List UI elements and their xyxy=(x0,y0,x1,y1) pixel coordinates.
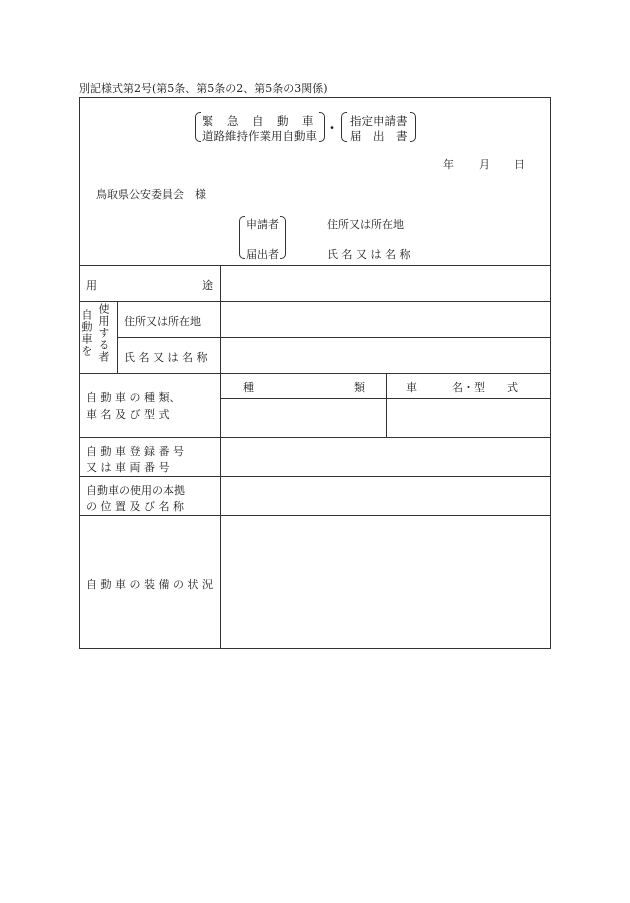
vehicle-name-header-left: 車 xyxy=(406,381,417,394)
title-notification: 届 出 書 xyxy=(350,129,408,143)
user-group-divider xyxy=(117,301,118,373)
vehicle-subcolumn-divider xyxy=(386,373,387,437)
date-day: 日 xyxy=(514,158,525,171)
base-label-line1: 自動車の使用の本拠 xyxy=(86,484,185,497)
title-left-bracket-open xyxy=(195,112,201,142)
purpose-label-left: 用 xyxy=(86,279,97,292)
divider-vehicle-end xyxy=(79,437,551,438)
title-left-bracket-close xyxy=(319,112,325,142)
column-label-divider xyxy=(220,265,221,649)
title-separator-dot: ・ xyxy=(326,121,339,135)
vehicle-kind-header-right: 類 xyxy=(354,381,365,394)
notifier-label: 届出者 xyxy=(246,248,279,261)
purpose-label-right: 途 xyxy=(202,279,213,292)
vehicle-name-header-right: 名・型 式 xyxy=(452,381,518,394)
applicant-bracket-close xyxy=(280,216,286,259)
divider-purpose xyxy=(79,301,551,302)
addressee: 鳥取県公安委員会 様 xyxy=(96,188,206,201)
date-year: 年 xyxy=(443,158,454,171)
vehicle-type-label-line2: 車 名 及 び 型 式 xyxy=(86,408,170,421)
form-number-label: 別記様式第2号(第5条、第5条の2、第5条の3関係) xyxy=(79,82,328,95)
divider-base xyxy=(79,515,551,516)
divider-registration xyxy=(79,476,551,477)
divider-header xyxy=(79,265,551,266)
user-name-label: 氏 名 又 は 名 称 xyxy=(124,351,208,364)
registration-label-line1: 自 動 車 登 録 番 号 xyxy=(86,445,184,458)
title-road-maintenance-vehicle: 道路維持作業用自動車 xyxy=(202,129,317,143)
title-right-bracket-open xyxy=(341,112,347,142)
user-group-label-col1: 自動車を xyxy=(80,309,93,357)
applicant-name-label: 氏 名 又 は 名 称 xyxy=(327,248,411,261)
user-group-label-col2: 使用する者 xyxy=(97,303,110,363)
title-application: 指定申請書 xyxy=(350,114,408,128)
user-address-label: 住所又は所在地 xyxy=(124,315,201,328)
base-label-line2: の 位 置 及 び 名 称 xyxy=(86,500,184,513)
equipment-label: 自 動 車 の 装 備 の 状 況 xyxy=(86,578,213,591)
applicant-label: 申請者 xyxy=(246,218,279,231)
title-right-bracket-close xyxy=(410,112,416,142)
divider-user-end xyxy=(79,373,551,374)
title-emergency-vehicle: 緊 急 自 動 車 xyxy=(202,114,315,128)
date-month: 月 xyxy=(479,158,490,171)
vehicle-kind-header-left: 種 xyxy=(243,381,254,394)
applicant-bracket-open xyxy=(239,216,245,259)
registration-label-line2: 又 は 車 両 番 号 xyxy=(86,461,170,474)
vehicle-type-label-line1: 自 動 車 の 種 類、 xyxy=(86,391,181,404)
applicant-address-label: 住所又は所在地 xyxy=(327,218,404,231)
divider-user-mid xyxy=(117,337,551,338)
